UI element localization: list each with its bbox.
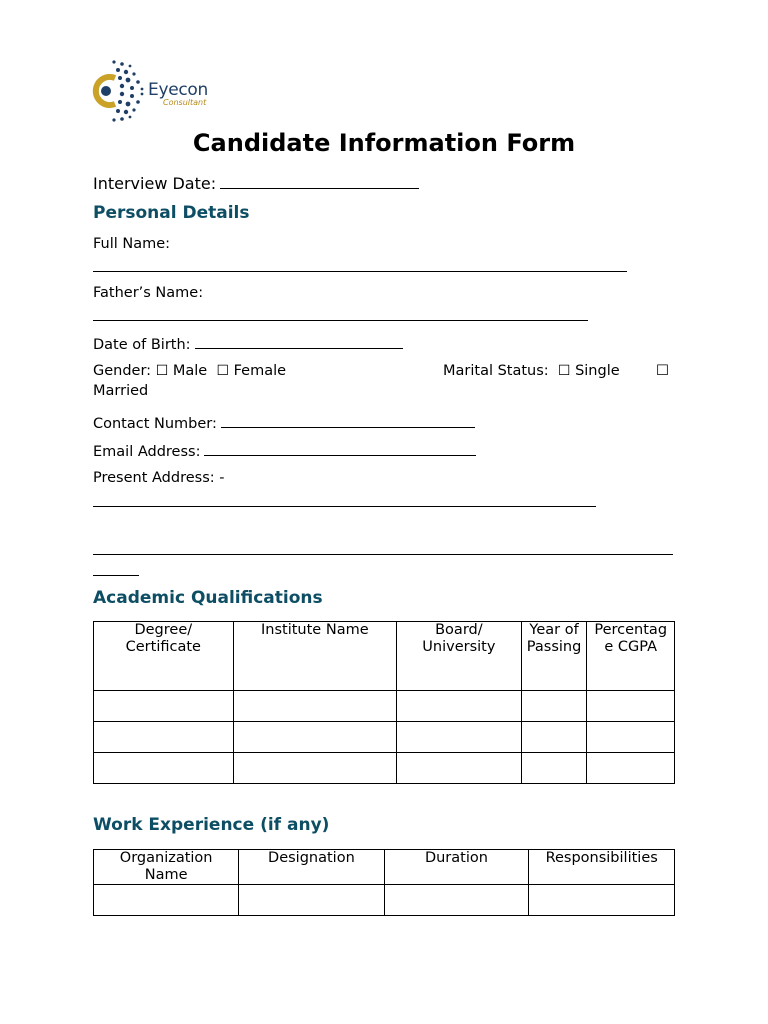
address-line-1[interactable] xyxy=(93,506,596,507)
email-blank[interactable] xyxy=(204,441,476,456)
full-name-label: Full Name: xyxy=(93,236,171,252)
col-percentage: Percentage CGPA xyxy=(587,622,675,691)
table-cell[interactable] xyxy=(521,691,587,722)
col-organization: Organization Name xyxy=(94,850,239,885)
table-row xyxy=(94,691,675,722)
table-cell[interactable] xyxy=(384,885,529,916)
married-checkbox[interactable]: ☐ xyxy=(656,363,669,379)
interview-date-blank[interactable] xyxy=(220,172,419,189)
father-name-blank[interactable] xyxy=(93,320,588,321)
table-cell[interactable] xyxy=(239,885,384,916)
table-cell[interactable] xyxy=(529,885,675,916)
address-line-3[interactable] xyxy=(93,575,139,576)
contact-number-label: Contact Number: xyxy=(93,416,217,432)
table-row xyxy=(94,753,675,784)
dob-label: Date of Birth: xyxy=(93,337,191,353)
col-year: Year of Passing xyxy=(521,622,587,691)
single-checkbox[interactable]: ☐ xyxy=(557,363,571,379)
table-cell[interactable] xyxy=(233,691,396,722)
personal-details-heading: Personal Details xyxy=(93,203,250,223)
academic-heading: Academic Qualifications xyxy=(93,588,323,608)
col-institute: Institute Name xyxy=(233,622,396,691)
female-option-label: Female xyxy=(233,363,287,379)
academic-header-row xyxy=(94,622,675,691)
father-name-label: Father’s Name: xyxy=(93,285,204,301)
col-responsibilities: Responsibilities xyxy=(529,850,675,885)
table-cell[interactable] xyxy=(94,691,234,722)
dob-blank[interactable] xyxy=(195,334,403,349)
interview-date-field[interactable] xyxy=(93,172,419,193)
gender-label: Gender: xyxy=(93,363,152,379)
table-cell[interactable] xyxy=(94,885,239,916)
table-cell[interactable] xyxy=(94,753,234,784)
marital-status-field[interactable] xyxy=(443,363,620,379)
table-row xyxy=(94,885,675,916)
company-logo xyxy=(92,56,217,126)
table-cell[interactable] xyxy=(587,722,675,753)
address-line-2[interactable] xyxy=(93,554,673,555)
table-cell[interactable] xyxy=(94,722,234,753)
col-designation: Designation xyxy=(239,850,384,885)
table-cell[interactable] xyxy=(587,691,675,722)
table-cell[interactable] xyxy=(521,722,587,753)
female-checkbox[interactable]: ☐ xyxy=(216,363,229,379)
logo-name: Eyecon xyxy=(148,80,208,100)
table-row xyxy=(94,722,675,753)
full-name-blank[interactable] xyxy=(93,271,627,272)
col-degree: Degree/ Certificate xyxy=(94,622,234,691)
interview-date-label: Interview Date: xyxy=(93,174,217,193)
table-cell[interactable] xyxy=(587,753,675,784)
gender-field[interactable] xyxy=(93,363,286,379)
email-field[interactable] xyxy=(93,441,476,460)
work-experience-table xyxy=(93,849,675,916)
work-experience-heading: Work Experience (if any) xyxy=(93,815,330,835)
table-cell[interactable] xyxy=(233,753,396,784)
page-title: Candidate Information Form xyxy=(192,129,576,157)
logo-subtitle: Consultant xyxy=(163,98,207,107)
contact-number-field[interactable] xyxy=(93,413,475,432)
table-cell[interactable] xyxy=(397,691,522,722)
email-label: Email Address: xyxy=(93,444,201,460)
work-header-row xyxy=(94,850,675,885)
male-option-label: Male xyxy=(172,363,208,379)
married-option-label: Married xyxy=(93,383,149,399)
table-cell[interactable] xyxy=(397,753,522,784)
table-cell[interactable] xyxy=(233,722,396,753)
col-board: Board/ University xyxy=(397,622,522,691)
single-option-label: Single xyxy=(575,363,620,379)
col-duration: Duration xyxy=(384,850,529,885)
dob-field[interactable] xyxy=(93,334,403,353)
table-cell[interactable] xyxy=(521,753,587,784)
contact-number-blank[interactable] xyxy=(221,413,475,428)
male-checkbox[interactable]: ☐ xyxy=(155,363,169,379)
marital-status-label: Marital Status: xyxy=(443,363,549,379)
academic-table xyxy=(93,621,675,784)
present-address-label: Present Address: - xyxy=(93,470,225,486)
table-cell[interactable] xyxy=(397,722,522,753)
